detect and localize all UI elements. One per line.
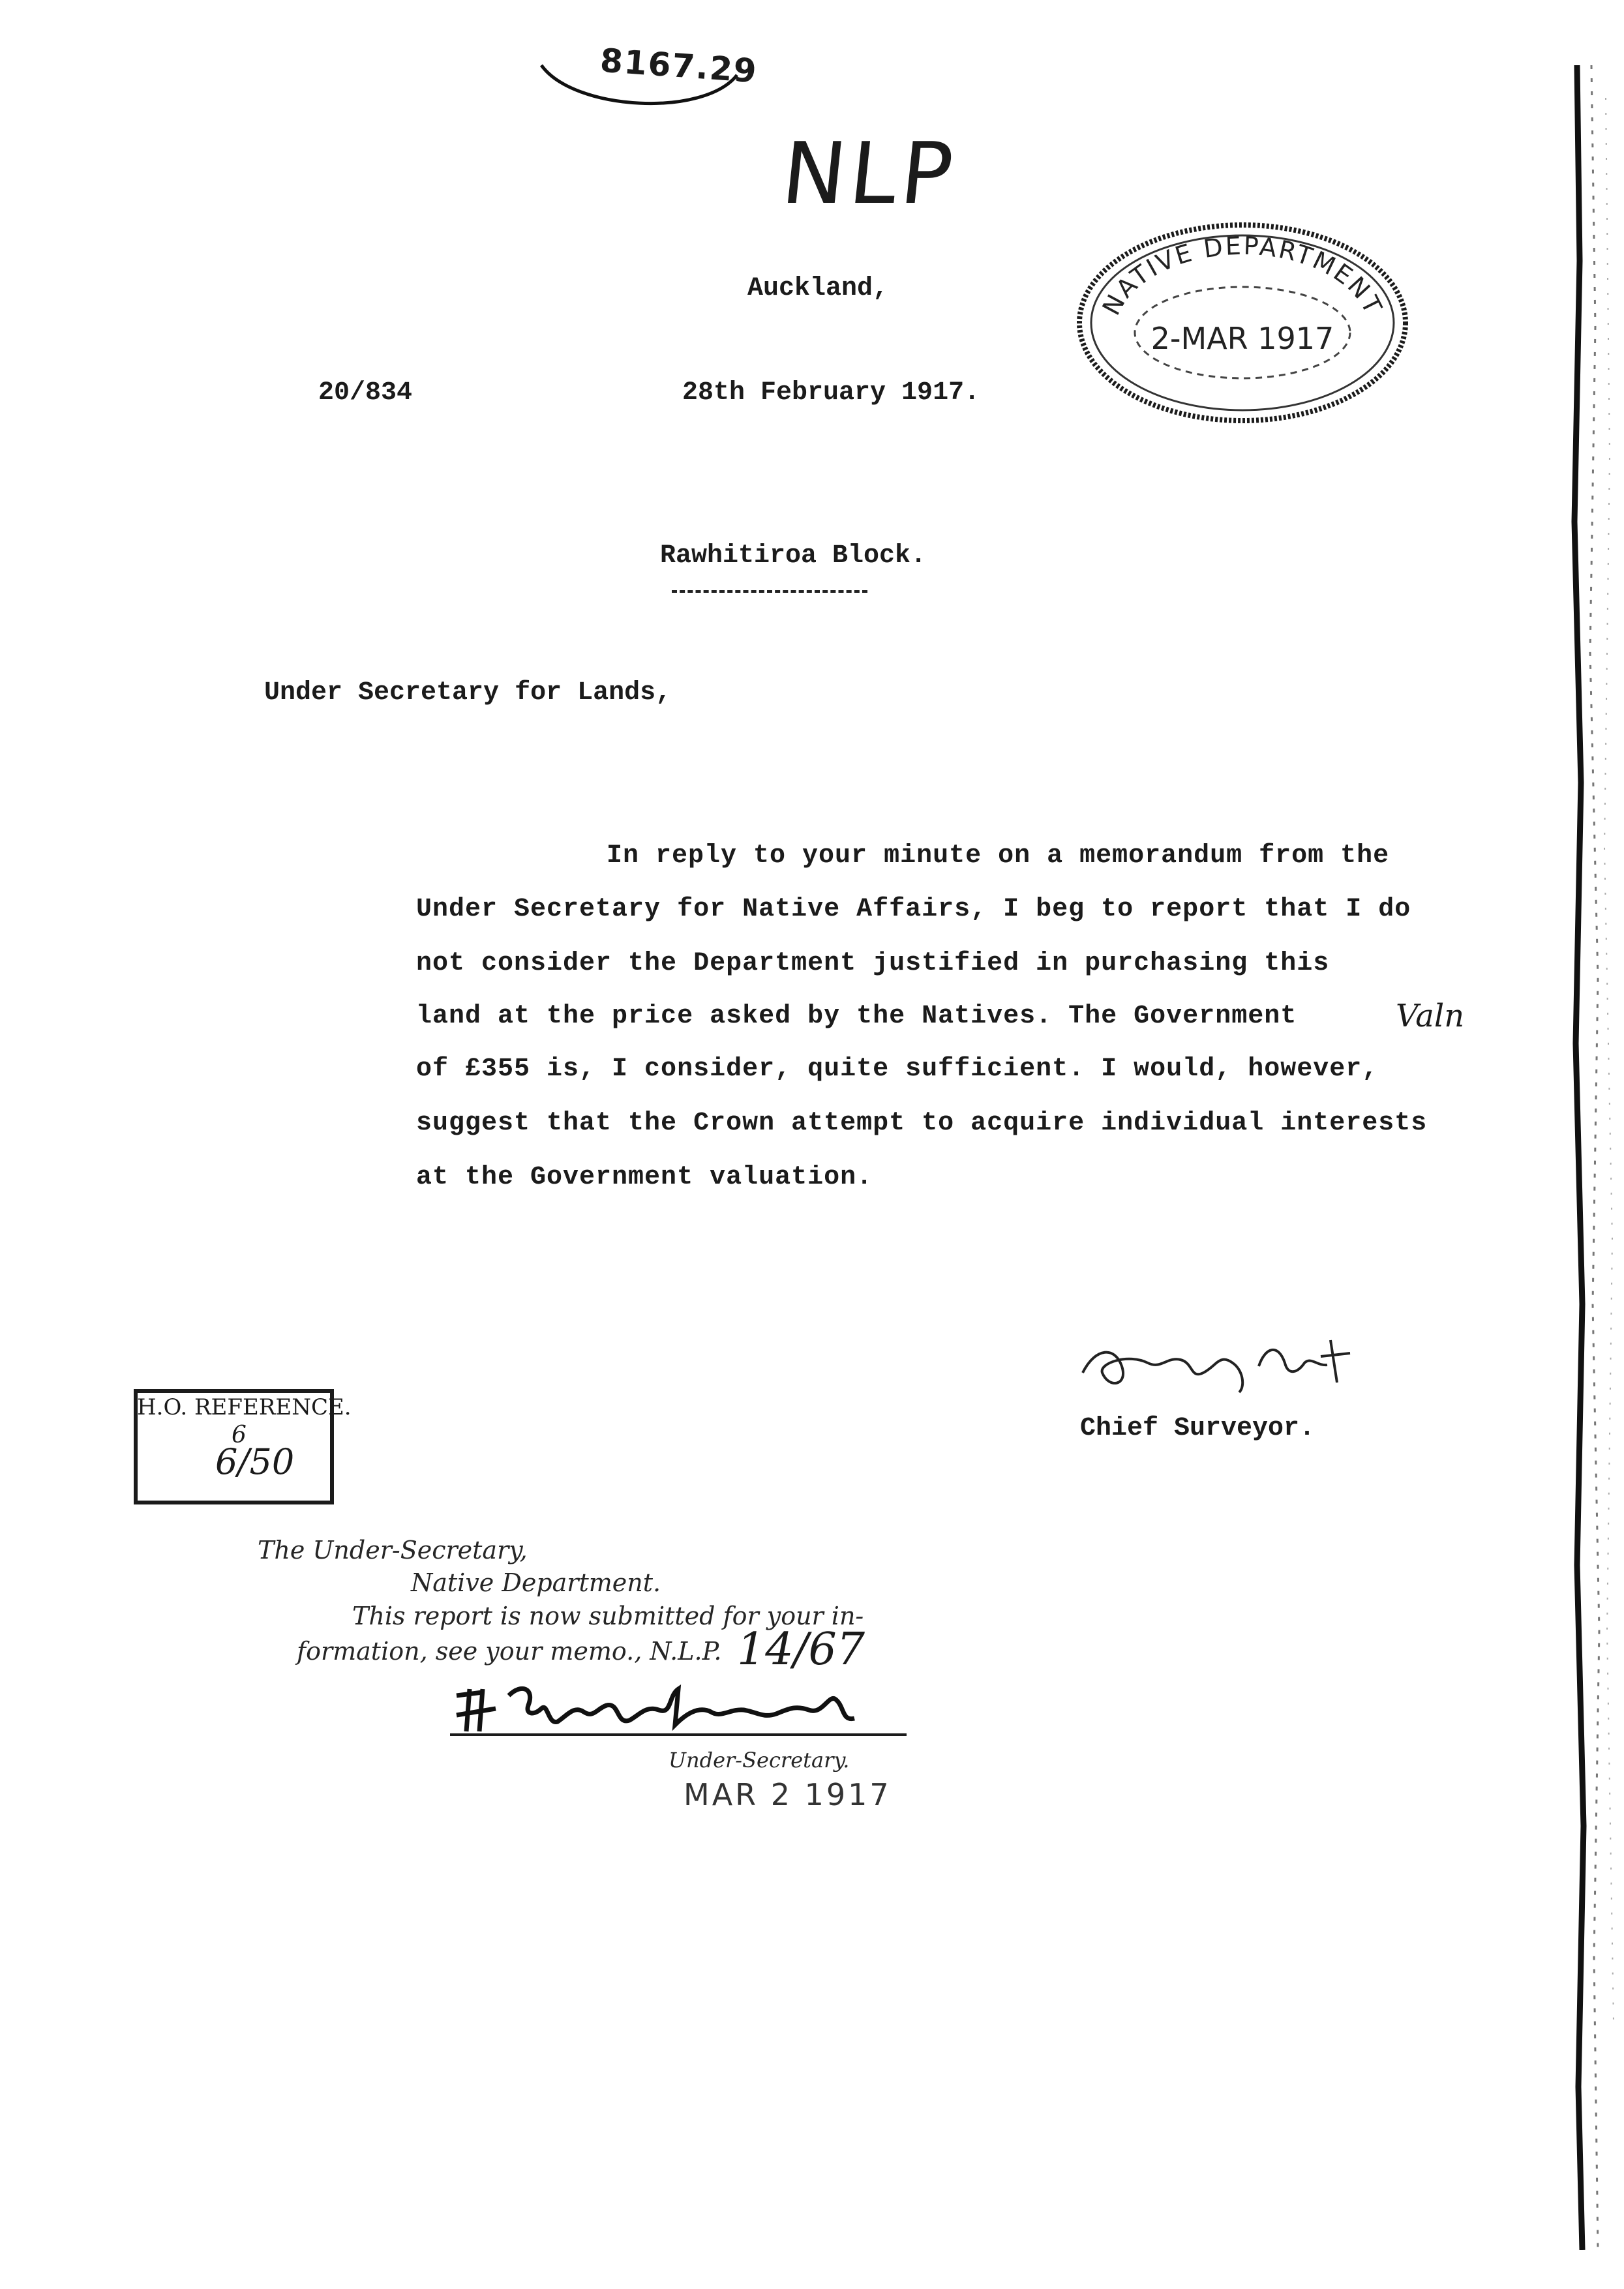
signature-rule	[450, 1733, 907, 1736]
ho-reference-number: 6/50	[215, 1441, 295, 1482]
torn-edge	[1565, 65, 1624, 2250]
body-line: Under Secretary for Native Affairs, I beg to report that I do	[416, 895, 1411, 924]
place: Auckland,	[747, 274, 889, 303]
letter-date: 28th February 1917.	[682, 378, 980, 408]
body-line: land at the price asked by the Natives. The Government	[416, 1002, 1297, 1031]
file-reference: 8167.29	[599, 41, 759, 91]
ho-reference-superscript: 6	[232, 1422, 247, 1448]
memo-reference: 14/67	[737, 1624, 865, 1675]
addressee: Under Secretary for Lands,	[264, 678, 672, 708]
minute-addressee: The Under-Secretary,	[258, 1536, 528, 1564]
body-line: not consider the Department justified in purchasing this	[416, 949, 1330, 978]
signer-title: Chief Surveyor.	[1080, 1414, 1316, 1443]
received-stamp	[1070, 215, 1415, 430]
minute-signer-title: Under-Secretary.	[669, 1748, 850, 1773]
body-line: In reply to your minute on a memorandum from the	[607, 841, 1390, 871]
body-line: at the Government valuation.	[416, 1163, 873, 1192]
subject-line: Rawhitiroa Block.	[660, 541, 927, 571]
reference-number: 20/834	[318, 378, 413, 408]
minute-text: formation, see your memo., N.L.P.	[297, 1637, 722, 1666]
ho-reference-title: H.O. REFERENCE.	[137, 1394, 352, 1420]
nlp-mark: NLP	[777, 124, 962, 223]
minute-department: Native Department.	[411, 1568, 661, 1597]
subject-underline	[672, 590, 867, 593]
stamp-department: NATIVE DEPARTMENT	[1096, 231, 1389, 320]
body-line: suggest that the Crown attempt to acquire individual interests	[416, 1109, 1428, 1138]
chief-surveyor-signature	[1070, 1327, 1357, 1399]
under-secretary-signature	[444, 1669, 900, 1748]
body-line: of £355 is, I consider, quite sufficient. I would, however,	[416, 1055, 1379, 1084]
handwritten-insert: Valn	[1396, 998, 1465, 1034]
minute-text: This report is now submitted for your in-	[352, 1602, 864, 1630]
minute-date-stamp: MAR 2 1917	[684, 1777, 892, 1812]
stamp-date: 2-MAR 1917	[1150, 321, 1334, 356]
